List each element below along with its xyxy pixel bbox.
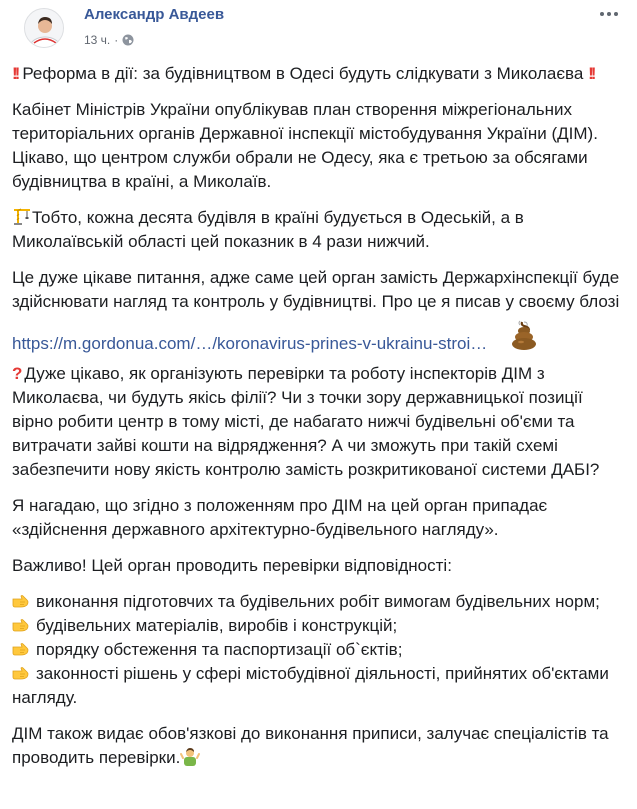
paragraph-7-text: ДІМ також видає обов'язкові до виконання приписи, залучає спеціалістів та проводить перевірки. (12, 724, 609, 767)
double-exclamation-icon: !! (588, 64, 594, 83)
list-item (12, 614, 623, 638)
paragraph-2-text: Тобто, кожна десята будівля в країні будується в Одеській, а в Миколаївській області цей показник в 4 рази нижчий. (12, 208, 524, 251)
pile-of-poo-icon (507, 318, 541, 352)
more-options-icon[interactable] (599, 6, 619, 22)
person-gesturing-icon (180, 746, 200, 766)
list-item-text: будівельних матеріалів, виробів і конструкцій; (36, 616, 398, 635)
list-item-text: виконання підготовчих та будівельних робіт вимогам будівельних норм; (36, 592, 600, 611)
double-exclamation-icon: !! (12, 64, 18, 83)
paragraph-4-text: Дуже цікаво, як організують перевірки та роботу інспекторів ДІМ з Миколаєва, чи будуть якісь філії? Чи з точки зору державницької позиції вірно робити центр в тому місті, де набагато нижчі будівельні об'єми та витрачати зайві кошти на відрядження? А чи зможуть при такій схемі забезпечити нову якість контролю замість розкритикованої системи ДАБІ? (12, 364, 600, 479)
list-item (12, 590, 623, 614)
list-item-text: законності рішень у сфері містобудівної діяльності, прийнятих об'єктами нагляду. (12, 664, 609, 707)
list-item (12, 662, 623, 710)
link-row (12, 314, 623, 362)
post-meta (84, 33, 134, 47)
post-body (12, 62, 623, 782)
article-link[interactable]: https://m.gordonua.com/…/koronavirus-prines-v-ukrainu-stroi… (12, 334, 488, 353)
post-header (12, 0, 625, 64)
paragraph-3: Це дуже цікаве питання, адже саме цей орган замість Держархінспекції буде здійснювати нагляд та контроль у будівництві. Про це я писав у своєму блозі (12, 268, 620, 311)
author-avatar[interactable] (24, 8, 64, 48)
pointing-right-icon (12, 616, 30, 634)
paragraph-1: Кабінет Міністрів України опублікував план створення міжрегіональних територіальних органів Державної інспекції містобудування України (ДІМ). Цікаво, що центром служби обрали не Одесу, яка є третьою за обсягами будівництва в країні, а Миколаїв. (12, 100, 598, 191)
list-item (12, 638, 623, 662)
red-question-icon: ? (12, 364, 23, 383)
paragraph-7 (12, 722, 623, 770)
pointing-right-icon (12, 640, 30, 658)
pointing-right-icon (12, 592, 30, 610)
post-time[interactable]: 13 ч. (84, 33, 111, 47)
author-name[interactable]: Александр Авдеев (84, 6, 225, 23)
post-title (12, 62, 623, 86)
pointing-right-icon (12, 664, 30, 682)
requirements-list (12, 590, 623, 710)
paragraph-5: Я нагадаю, що згідно з положенням про ДІМ на цей орган припадає «здійснення державного архітектурно-будівельного нагляду». (12, 496, 548, 539)
construction-crane-icon (12, 206, 32, 226)
meta-separator: · (114, 33, 119, 47)
globe-icon[interactable] (122, 34, 134, 46)
paragraph-4 (12, 362, 623, 482)
paragraph-6: Важливо! Цей орган проводить перевірки відповідності: (12, 556, 452, 575)
list-item-text: порядку обстеження та паспортизації об`єктів; (36, 640, 403, 659)
paragraph-2 (12, 206, 623, 254)
post-title-text: Реформа в дії: за будівництвом в Одесі будуть слідкувати з Миколаєва (22, 64, 584, 83)
